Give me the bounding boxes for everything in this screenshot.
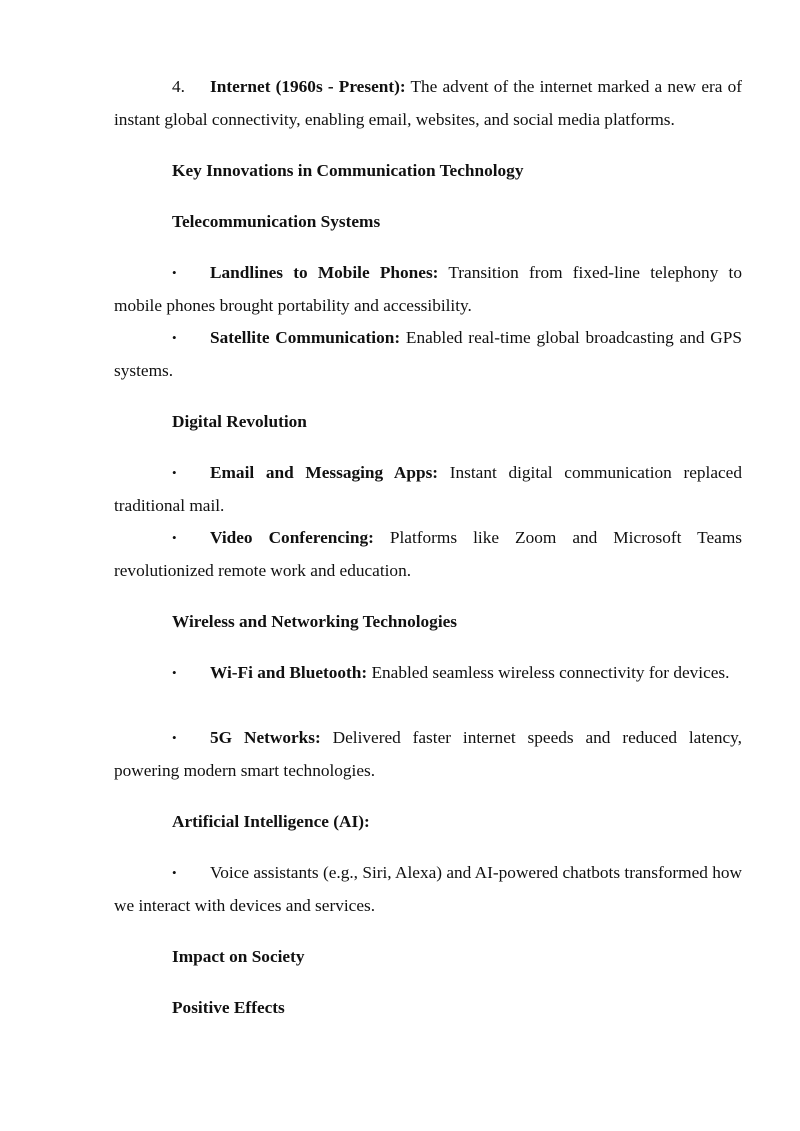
heading-digital-revolution: Digital Revolution [172,412,307,431]
bullet-symbol: • [172,265,177,280]
heading-telecommunication: Telecommunication Systems [172,212,381,231]
bullet-term: Satellite Communication: [210,328,401,347]
bullet-description: Voice assistants (e.g., Siri, Alexa) and AI-powered chatbots transformed how we interact with devices and services. [114,863,742,915]
bullet-wifi [114,657,742,690]
bullet-description: Instant digital communication replaced traditional mail. [114,463,742,515]
bullet-symbol: • [172,665,177,680]
heading-ai: Artificial Intelligence (AI): [172,812,370,831]
bullet-description: Enabled real-time global broadcasting and GPS systems. [114,328,742,380]
bullet-symbol: • [172,465,177,480]
numbered-item-internet [114,71,742,136]
item-description: The advent of the internet marked a new era of instant global connectivity, enabling email, websites, and social media platforms. [114,77,742,129]
bullet-term: 5G Networks: [210,728,321,747]
bullet-5g [114,722,742,787]
bullet-email [114,457,742,522]
item-term: Internet (1960s - Present): [210,77,406,96]
bullet-symbol: • [172,865,177,880]
bullet-voice-assistants [114,857,742,922]
bullet-description: Platforms like Zoom and Microsoft Teams revolutionized remote work and education. [114,528,743,580]
heading-key-innovations: Key Innovations in Communication Technology [172,161,524,180]
bullet-symbol: • [172,730,177,745]
heading-positive-effects: Positive Effects [172,998,285,1017]
item-number: 4. [172,77,185,96]
bullet-description: Transition from fixed-line telephony to mobile phones brought portability and accessibility. [114,263,742,315]
bullet-term: Email and Messaging Apps: [210,463,439,482]
heading-impact-on-society: Impact on Society [172,947,305,966]
bullet-symbol: • [172,530,177,545]
bullet-term: Video Conferencing: [210,528,374,547]
bullet-video-conferencing [114,522,742,587]
bullet-term: Landlines to Mobile Phones: [210,263,439,282]
bullet-symbol: • [172,330,177,345]
bullet-description: Delivered faster internet speeds and reduced latency, powering modern smart technologies. [114,728,742,780]
bullet-satellite [114,322,742,387]
bullet-landlines [114,257,742,322]
bullet-description: Enabled seamless wireless connectivity for devices. [367,663,730,682]
heading-wireless: Wireless and Networking Technologies [172,612,458,631]
bullet-term: Wi-Fi and Bluetooth: [210,663,368,682]
